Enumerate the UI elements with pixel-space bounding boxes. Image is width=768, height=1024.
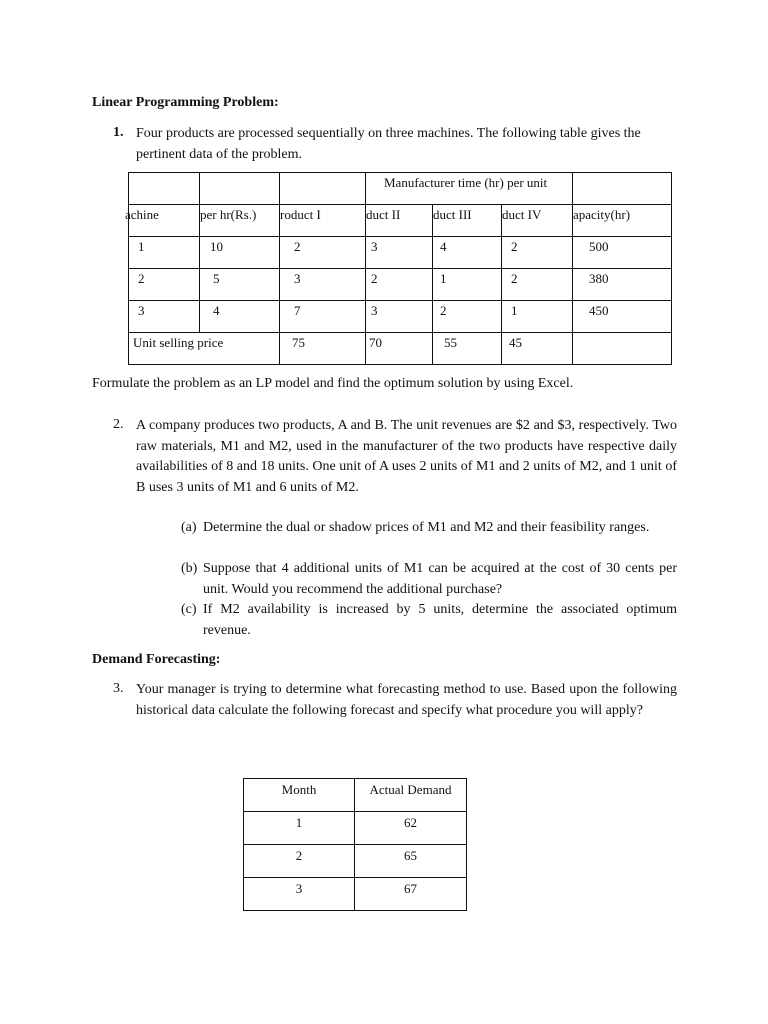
part-label: (b) — [181, 561, 198, 576]
table-cell: 10 — [200, 237, 280, 269]
question-1-text: Four products are processed sequentially on three machines. The following table gives the pertinent data of the problem. — [136, 126, 641, 162]
table-cell: 3 — [366, 301, 433, 333]
table-cell: 3 — [129, 301, 200, 333]
table-cell: 2 — [433, 301, 502, 333]
question-2-part-a — [181, 518, 677, 539]
group-header-manufacturer-time: Manufacturer time (hr) per unit — [366, 173, 573, 205]
column-header-month: Month — [244, 779, 355, 812]
question-1-instruction: Formulate the problem as an LP model and find the optimum solution by using Excel. — [92, 376, 574, 391]
table-cell: 67 — [355, 878, 467, 911]
table-cell: 2 — [280, 237, 366, 269]
table-cell: 1 — [129, 237, 200, 269]
table-cell: 4 — [433, 237, 502, 269]
table-cell — [573, 333, 672, 365]
table-cell: 65 — [355, 845, 467, 878]
part-label: (c) — [181, 602, 197, 617]
table-cell — [200, 173, 280, 205]
table-cell: 2 — [502, 237, 573, 269]
table-cell: 2 — [244, 845, 355, 878]
question-number-1: 1. — [113, 125, 124, 140]
table-cell — [573, 173, 672, 205]
table-row-price — [129, 333, 672, 365]
question-3-text: Your manager is trying to determine what forecasting method to use. Based upon the following historical data calculate the following forecast and specify what procedure you will apply? — [136, 682, 677, 718]
table-cell: 3 — [366, 237, 433, 269]
table-cell: 2 — [502, 269, 573, 301]
table-cell: 2 — [366, 269, 433, 301]
price-row-label: Unit selling price — [129, 333, 280, 365]
question-2-text: A company produces two products, A and B. The unit revenues are $2 and $3, respectively. Two raw materials, M1 and M2, used in the manufacturer of the two products have respective daily availabilities of 8 and 18 units. One unit of A uses 2 units of M1 and 2 units of M2, and 1 unit of B uses 3 units of M1 and 6 units of M2. — [136, 418, 677, 495]
table-cell: 450 — [573, 301, 672, 333]
question-number-3: 3. — [113, 681, 124, 696]
table-cell: 55 — [433, 333, 502, 365]
column-header-machine: achine — [129, 205, 200, 237]
column-header-actual-demand: Actual Demand — [355, 779, 467, 812]
table-cell: 2 — [129, 269, 200, 301]
part-text: Determine the dual or shadow prices of M1 and M2 and their feasibility ranges. — [203, 520, 650, 535]
table-header-row — [244, 779, 467, 812]
section-title-linear-programming: Linear Programming Problem: — [92, 95, 279, 110]
table-cell: 1 — [502, 301, 573, 333]
table-cell: 62 — [355, 812, 467, 845]
table-cell: 500 — [573, 237, 672, 269]
table-cell: 1 — [433, 269, 502, 301]
column-header-cost: per hr(Rs.) — [200, 205, 280, 237]
lp-data-table — [125, 172, 672, 365]
table-cell: 380 — [573, 269, 672, 301]
table-cell: 1 — [244, 812, 355, 845]
column-header-product-1: roduct I — [280, 205, 366, 237]
table-row — [129, 269, 672, 301]
table-cell: 45 — [502, 333, 573, 365]
part-label: (a) — [181, 520, 197, 535]
table-cell: 4 — [200, 301, 280, 333]
table-cell — [129, 173, 200, 205]
table-row — [244, 812, 467, 845]
table-row — [129, 237, 672, 269]
table-cell: 5 — [200, 269, 280, 301]
table-row — [129, 301, 672, 333]
table-cell — [280, 173, 366, 205]
demand-data-table — [243, 778, 467, 911]
column-header-product-2: duct II — [366, 205, 433, 237]
question-number-2: 2. — [113, 417, 124, 432]
table-cell: 7 — [280, 301, 366, 333]
column-header-product-4: duct IV — [502, 205, 573, 237]
table-cell: 70 — [366, 333, 433, 365]
table-row — [129, 173, 672, 205]
section-title-demand-forecasting: Demand Forecasting: — [92, 652, 221, 667]
part-text: If M2 availability is increased by 5 units, determine the associated optimum revenue. — [203, 602, 677, 638]
table-cell: 75 — [280, 333, 366, 365]
table-cell: 3 — [280, 269, 366, 301]
table-row — [244, 845, 467, 878]
question-2-part-c — [181, 600, 677, 641]
table-cell: 3 — [244, 878, 355, 911]
column-header-capacity: apacity(hr) — [573, 205, 672, 237]
table-row — [244, 878, 467, 911]
part-text: Suppose that 4 additional units of M1 can be acquired at the cost of 30 cents per unit. Would you recommend the additional purchase? — [203, 561, 677, 597]
table-header-row — [129, 205, 672, 237]
question-2-part-b — [181, 559, 677, 600]
column-header-product-3: duct III — [433, 205, 502, 237]
